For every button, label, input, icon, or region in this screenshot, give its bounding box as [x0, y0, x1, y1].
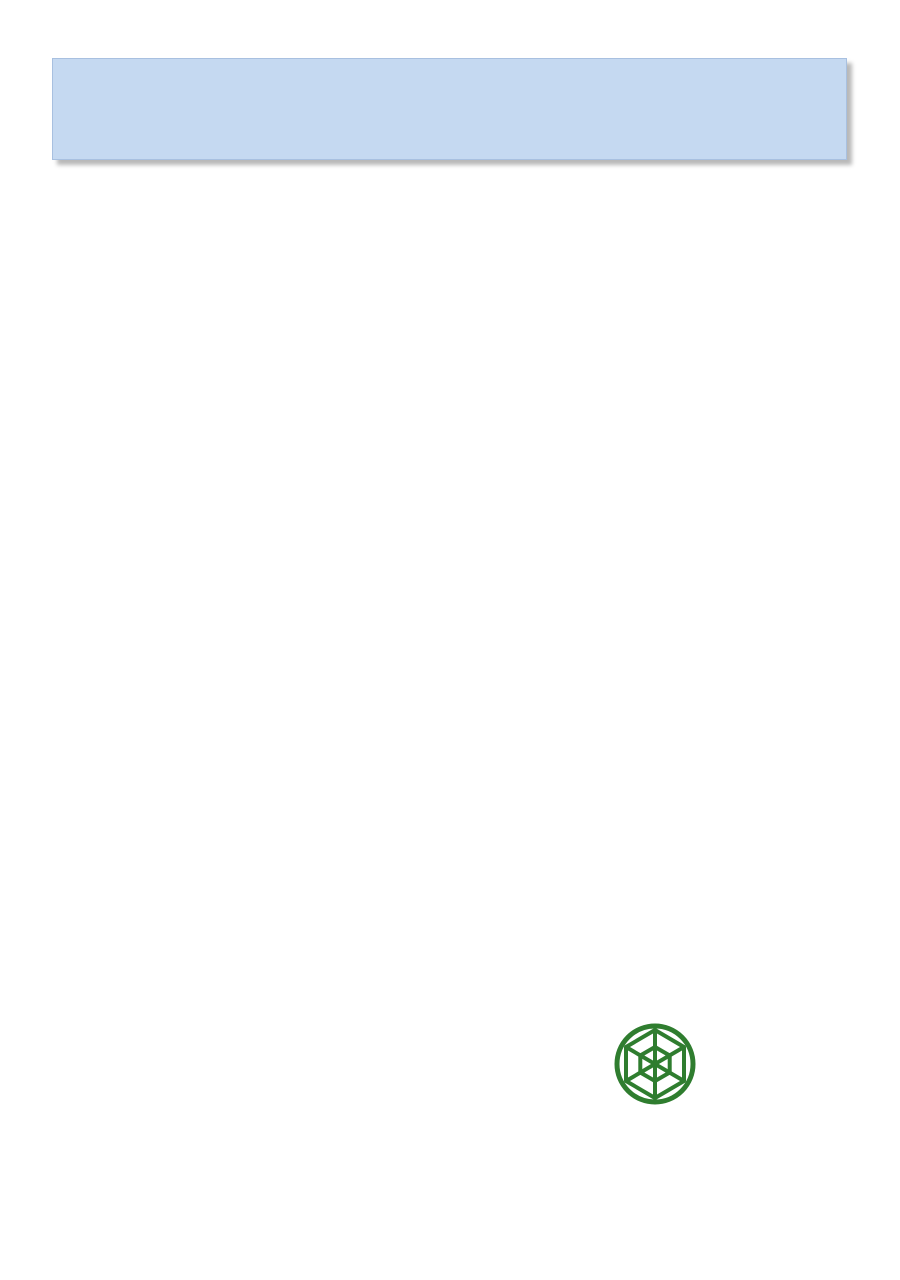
author-line	[53, 122, 846, 142]
logo-emblem-icon	[585, 990, 725, 1130]
title-banner	[52, 58, 847, 160]
association-logo	[585, 990, 725, 1130]
